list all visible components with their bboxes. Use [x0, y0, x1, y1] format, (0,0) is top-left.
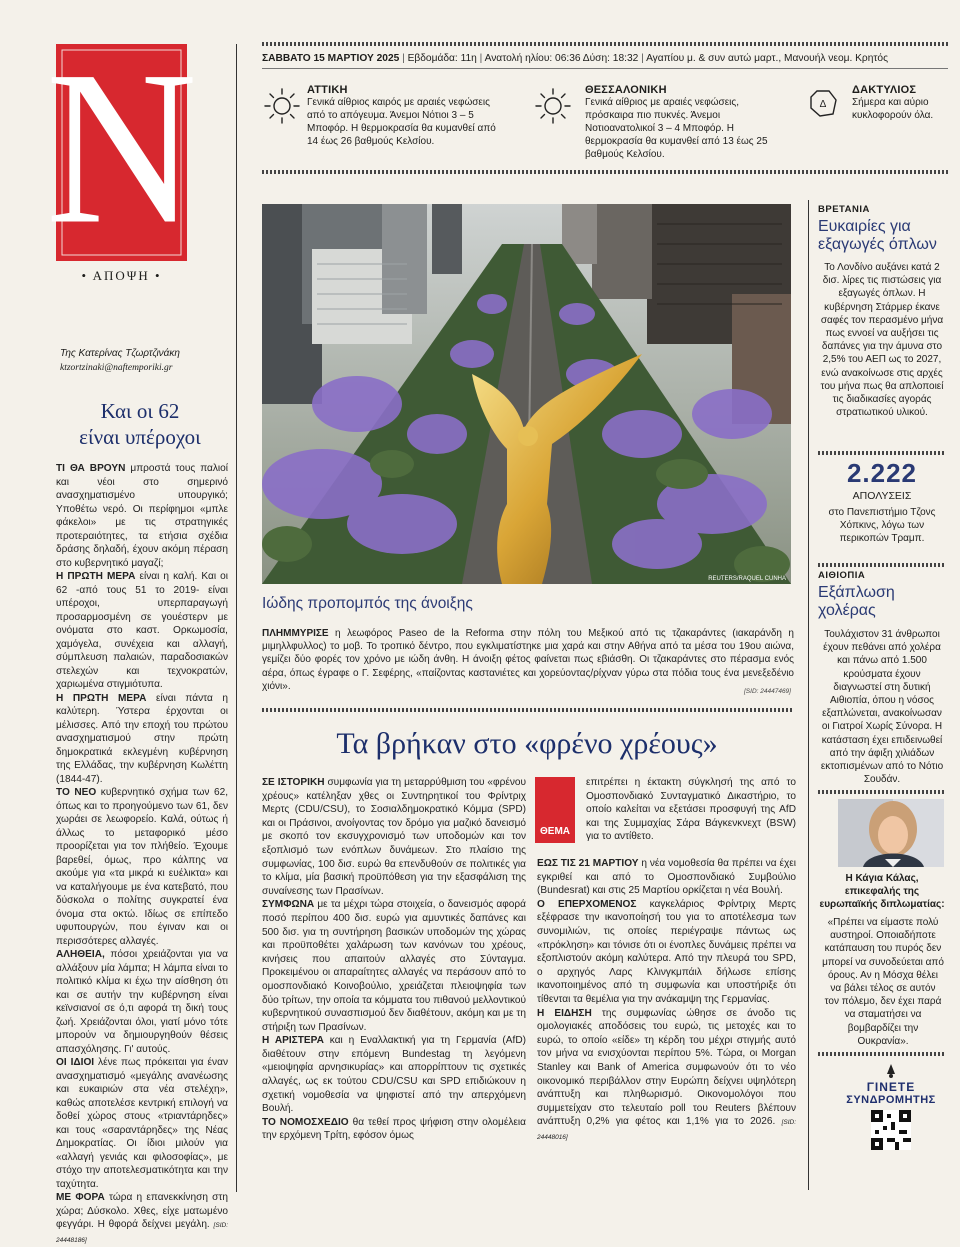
photo-sid: [SID: 24447469] [744, 688, 791, 695]
main-col1 [262, 776, 526, 1143]
para-lead: Η ΠΡΩΤΗ ΜΕΡΑ [56, 692, 147, 704]
para-text: μπροστά τους παλιοί και νέοι στο σημερινό ανασχηματισμένο υπουργικό; Υποθέτω νερό. Οι περίφημοι «μπλε φάκελοι» με τις στρατηγικές προτεραιότητες, τα ετήσια σχέδια δράσης δηλαδή, έχουν ακόμη πέραση στο κυβερνητικό μαγαζί; [56, 463, 229, 569]
subscribe-line2: ΣΥΝΔΡΟΜΗΤΗΣ [846, 1094, 936, 1106]
column-rule-left [236, 44, 237, 1192]
britain-kicker: ΒΡΕΤΑΝΙΑ [818, 204, 870, 215]
main-paragraph [586, 776, 796, 844]
para-text: επιτρέπει η έκτακτη σύγκλησή της από το Ομοσπονδιακό Συνταγματικό Δικαστήριο, το οποίο καλείται να εξετάσει προσφυγή της AfD και της Συμμαχίας Σάρα Βάγκενκνεχτ (BSW) για το αντίθετο. [586, 777, 796, 843]
ethiopia-text: Τουλάχιστον 31 άνθρωποι έχουν πεθάνει από χολέρα και πάνω από 1.500 κρούσματα έχουν διαγνωστεί στη δυτική Αιθιοπία, όπου η νόσος εξαπλώνεται, ανακοίνωσαν οι Γιατροί Χωρίς Σύνορα. Η κατάσταση έχει επιδεινωθεί από την άφιξη χιλιάδων εκτοπισμένων από το Νότιο Σουδάν. [820, 629, 944, 786]
weather-ring-road [852, 84, 952, 122]
opinion-paragraph [56, 786, 228, 948]
para-lead: Η ΕΙΔΗΣΗ [537, 1007, 592, 1019]
para-lead: ΤΟ ΝΕΟ [56, 787, 97, 798]
name-days: Αγαπίου μ. & συν αυτώ μαρτ., Μανουήλ νεομ. Κρητός [646, 53, 888, 64]
opinion-title-line2: είναι υπέροχοι [79, 425, 201, 449]
main-paragraph [262, 776, 526, 898]
main-col2 [586, 776, 796, 844]
stat-number: 2.222 [846, 458, 918, 488]
para-text: και η Εναλλακτική για τη Γερμανία (AfD) διαθέτουν στην επόμενη Bundestag τη λεγόμενη «μειοψηφία αρνησικυρίας» και απορρίπτουν τις σχετικές αλλαγές, ως εκ τούτου CDU/CSU και SPD επιδιώκουν η σχετική νομοθεσία να ψηφιστεί από την απερχόμενη Βουλή. [262, 1035, 526, 1115]
top-dotted-rule [262, 42, 948, 46]
weather-title: ΔΑΚΤΥΛΙΟΣ [852, 84, 917, 96]
opinion-paragraph [56, 570, 228, 692]
para-text: πόσοι χρειάζονται για να αλλάξουν μία λάμπα; Η λάμπα είναι το πολιτικό κλίμα κι έχω την αίσθηση ότι και σε αυτήν την κυβέρνηση είναι κεϊνσιανοί σε ό,τι αφορά τη δική τους ζωή. Χρειάζονται όλοι, γιατί μόνο τότε μπορούν να δημιουργηθούν θέσεις απασχόλησης. Γι' αυτούς. [56, 949, 228, 1055]
main-headline: Τα βρήκαν στο «φρένο χρέους» [336, 727, 718, 760]
opinion-body [56, 462, 228, 1247]
para-text: είναι πάντα η καλύτερη. Ύστερα έρχονται οι μέλισσες. Από την εποχή του πρώτου ανασχηματισμού στην πρώτη δημοκρατικά εκλεγμένη κυβέρνηση της Ελλάδας, την κυβέρνηση Κωλέττη (1844-47). [56, 692, 228, 785]
weather-thessaloniki [585, 84, 790, 161]
opinion-title [55, 398, 225, 450]
para-lead: ΤΟ ΝΟΜΟΣΧΕΔΙΟ [262, 1116, 349, 1128]
para-lead: ΣΕ ΙΣΤΟΡΙΚΗ [262, 777, 325, 788]
subscribe-box[interactable] [838, 1060, 944, 1162]
opinion-paragraph [56, 692, 228, 787]
sidebar-dotted-rule [818, 790, 946, 794]
para-text: η νέα νομοθεσία θα πρέπει να έχει εγκριθεί και από το Ομοσπονδιακό Συμβούλιο (Bundesrat) και στις 25 Μαρτίου ορκίζεται η νέα Βουλή. [537, 858, 796, 897]
para-text: λένε πως πρόκειται για έναν ανασχηματισμό «μεγάλης ανανέωσης και ευκαιριών στα νέα στελέχη», καθώς αποτελέσε κεντρική επιλογή να δοθεί χώρος στους «τριαντάρηδες» και τους «σαραντάρηδες» της Νέας Δημοκρατίας. Οι ίδιοι μιλούν για «αλλαγή γενιάς και φιλοσοφίας», με στόχο την αποτελεσματικότητα και την ταχύτητα. [56, 1057, 228, 1190]
caption-lead: ΠΛΗΜΜΥΡΙΣΕ [262, 628, 329, 639]
main-col2-lower [537, 857, 796, 1144]
week-number: Εβδομάδα: 11η [407, 53, 477, 64]
photo-title: Ιώδης προπομπός της άνοιξης [262, 595, 473, 612]
sun-icon [262, 86, 302, 126]
opinion-title-line1: Και οι 62 [100, 399, 180, 423]
kallas-portrait [838, 799, 944, 867]
para-lead: Η ΑΡΙΣΤΕΡΑ [262, 1035, 324, 1047]
sunrise-sunset: Ανατολή ηλίου: 06:36 Δύση: 18:32 [484, 53, 639, 64]
sidebar-britain [818, 204, 946, 419]
main-paragraph [262, 1116, 526, 1143]
caption-text: η λεωφόρος Paseo de la Reforma στην πόλη του Μεξικού από τις τζακαράντες (ιακαράνδη η μιμηλλφυλλος) το μοβ. Το τροπικό δέντρο, που εγκλιματίστηκε μια χαρά και στην Αθήνα από τα μέσα του 19ου αιώνα, γεμίζει δύο φορές τον χρόνο με ιώδη άνθη. Η άνοιξη φέτος φαίνεται πως εβιάσθη. Οι τζακαράντες στο πέρασμα ενός αέρα, όπως έγραφε ο Γ. Σεφέρης, «παίζοντας καστανιέτες και χορεύοντας/ρίχναν γύρω στα πόδια τους ένα μενεξεδένιο χιόνι». [262, 628, 794, 692]
para-lead: ΜΕ ΦΟΡΑ [56, 1192, 105, 1203]
para-text: συμφωνία για τη μεταρρύθμιση του «φρένου χρέους» κατέληξαν χθες οι Συντηρητικοί του Φρίντριχ Μερτς (CDU/CSU), το Σοσιαλδημοκρατικό Κόμμα (SPD) και οι Πράσινοι, ανοίγοντας τον δρόμο για μαζικό δανεισμό με σκοπό τον εκσυγχρονισμό των υποδομών και τον εξοπλισμό των ενόπλων δυνάμεων. Στο πλαίσιο της συμφωνίας, 100 δισ. ευρώ θα επενδυθούν σε πολιτικές για το κλίμα, μία βασική προϋπόθεση για την εξασφάλιση της συναίνεσης των Πρασίνων. [262, 777, 526, 897]
sidebar-dotted-rule [818, 563, 946, 567]
weather-attica [307, 84, 507, 148]
logo-n-mark [45, 24, 198, 270]
main-paragraph [537, 898, 796, 1007]
theme-badge-label: ΘΕΜΑ [540, 826, 570, 837]
sidebar-dotted-rule [818, 1052, 946, 1056]
weather-dotted-rule [262, 170, 948, 174]
top-bar-underline [262, 68, 948, 69]
main-sid: [SID: 24448016] [537, 1119, 797, 1141]
qr-code-icon[interactable] [871, 1110, 911, 1150]
para-lead: ΕΩΣ ΤΙΣ 21 ΜΑΡΤΙΟΥ [537, 858, 639, 869]
weather-text: Γενικά αίθριος καιρός με αραιές νεφώσεις από το απόγευμα. Άνεμοι Νότιοι 3 – 5 Μποφόρ. Η θερμοκρασία θα κυμανθεί από 14 έως 26 βαθμούς Κελσίου. [307, 97, 496, 147]
issue-date: ΣΑΒΒΑΤΟ 15 ΜΑΡΤΙΟΥ 2025 [262, 53, 400, 64]
top-info-bar: ΣΑΒΒΑΤΟ 15 ΜΑΡΤΙΟΥ 2025 | Εβδομάδα: 11η | Ανατολή ηλίου: 06:36 Δύση: 18:32 | Αγαπίου μ. & συν αυτώ μαρτ., Μανουήλ νεομ. Κρητός [262, 53, 888, 64]
sun-icon [533, 86, 573, 126]
weather-text: Γενικά αίθριος με αραιές νεφώσεις, πρόσκαιρα πιο πυκνές. Άνεμοι Νοτιοανατολικοί 3 – 4 Μποφόρ. Η θερμοκρασία θα κυμανθεί από 13 έως 25 βαθμούς Κελσίου. [585, 97, 768, 160]
para-text: κυβερνητικό σχήμα των 62, όπως και το προηγούμενο των 61, δεν χωράει σε λεωφορείο. Καλά, ούτως ή άλλως το μεταφορικό μέσο προορίζεται για τον πλήθείο. Έχουμε βαρεθεί, όμως, προ κάλπης να ακούμε για «τα μικρά κι ευέλικτα» και να καταλήγουμε με ένα κατεβατό, που δύσκολα ο πολίτης συγκρατεί ένα όνομα στα οκτώ. Ιδίως σε επίπεδο υφυπουργών, που έγιναν και οι περισσότερες αλλαγές. [56, 787, 229, 947]
para-text: θα τεθεί προς ψήφιση στην ολομέλεια την ερχόμενη Τρίτη, εφόσον όμως [262, 1116, 526, 1142]
svg-text:Δ: Δ [819, 99, 827, 110]
para-lead: ΤΙ ΘΑ ΒΡΟΥΝ [56, 463, 126, 474]
ethiopia-title: Εξάπλωση χολέρας [818, 584, 895, 619]
bell-hand-icon [881, 1060, 901, 1080]
para-text: με τα μέχρι τώρα στοιχεία, ο δανεισμός αφορά ποσό περίπου 400 δισ. ευρώ για αμυντικές δαπάνες και 500 δισ. για τη συντήρηση βασικών υποδομών της χώρας και προϋποθέτει χαλάρωση των κανόνων του χρέους, κινήσεις που απαιτούν αλλαγές στο Σύνταγμα. Προκειμένου οι απαραίτητες αλλαγές να περάσουν από το ομοσπονδιακό Κοινοβούλιο, χρειάζεται πλειοψηφία των δύο τρίτων, την οποία τα κόμματα του πιθανού μελλοντικού κυβερνητικού συνασπισμού δεν διαθέτουν, ακόμη και με τη στήριξη των Πρασίνων. [262, 899, 526, 1033]
main-paragraph [262, 1034, 526, 1116]
sidebar-rule [808, 200, 809, 1190]
author-byline: Της Κατερίνας Τζωρτζινάκη [60, 348, 180, 359]
para-text: τώρα η επανεκκίνηση στη χώρα; Δύσκολο. Χθες, είχε ματωμένο φεγγάρι. Η θφορά δείχνει μεγάλη. [56, 1192, 228, 1230]
sidebar-stat [818, 458, 946, 546]
sidebar-ethiopia [818, 570, 946, 786]
ethiopia-kicker: ΑΙΘΙΟΠΙΑ [818, 570, 866, 581]
sidebar-dotted-rule [818, 451, 946, 455]
stat-label: ΑΠΟΛΥΣΕΙΣ [852, 490, 912, 502]
para-text: της συμφωνίας ώθησε σε άνοδο τις ομολογιακές αποδόσεις του ευρώ, τις μετοχές και το ευρώ, το οποίο «είδε» τη κέρδη του μέχρι στιγμής αυτό τον μήνα να ενισχύονται περίπου 5%. Τώρα, οι Morgan Stanley και Bank of America συμφωνούν ότι το νέο οικονομικό περιβάλλον στην Ευρώπη δείχνει υψηλότερη ανάπτυξη και πληθωρισμό. Οικονομολόγοι που συμμετείχαν στο τελευταίο poll του Reuters βλέπουν ανάπτυξη 0,2% για φέτος και 1,1% για το 2026. [537, 1007, 796, 1128]
author-email: ktzortzinaki@naftemporiki.gr [60, 363, 173, 373]
quote-attribution: Η Κάγια Κάλας, επικεφαλής της ευρωπαϊκής διπλωματίας: [819, 873, 945, 910]
opinion-paragraph [56, 1056, 228, 1191]
britain-text: Το Λονδίνο αυξάνει κατά 2 δισ. λίρες τις πιστώσεις για εξαγωγές όπλων. Η κυβέρνηση Στάρμερ έκανε σαφές τον περασμένο μήνα πως εννοεί να αυξήσει τις δαπάνες για την άμυνα στο 2,5% του ΑΕΠ ως το 2027, ενώ ανακοίνωσε στις αρχές του μήνα πως θα απλοποιεί τις διαδικασίες αγοράς στρατιωτικού υλικού. [820, 262, 944, 419]
logo-letter: N [45, 24, 198, 270]
jacaranda-photo [262, 204, 791, 584]
para-lead: ΑΛΗΘΕΙΑ, [56, 949, 105, 960]
weather-title: ΑΤΤΙΚΗ [307, 84, 348, 96]
logo-box [45, 24, 198, 270]
section-label: • ΑΠΟΨΗ • [81, 268, 162, 283]
weather-title: ΘΕΣΣΑΛΟΝΙΚΗ [585, 84, 667, 96]
photo-caption [262, 627, 794, 693]
para-lead: Η ΠΡΩΤΗ ΜΕΡΑ [56, 571, 136, 582]
photo-credit: REUTERS/RAQUEL CUNHA [708, 576, 786, 582]
subscribe-line1: ΓΙΝΕΤΕ [866, 1080, 916, 1094]
para-text: είναι η καλή. Και οι 62 -από τους 51 το 2019- είναι υπέροχοι, υπερπαραγωγή προσαρμοσμένη σε γουέστερν με ονόματα στο καστ. Ορκωμοσία, χαμόγελα, συνέχεια και αλλαγή, σύμπλευση παλαιών, παραδοσιακών στελεχών και τεχνοκρατών, χαριωμένα στιγμιότυπα. [56, 571, 228, 690]
weather-text: Σήμερα και αύριο κυκλοφορούν όλα. [852, 97, 934, 121]
stat-text: στο Πανεπιστήμιο Τζονς Χόπκινς, λόγω των περικοπών Τραμπ. [828, 507, 936, 545]
para-lead: ΟΙ ΙΔΙΟΙ [56, 1057, 95, 1068]
opinion-sid: [SID: 24448186] [56, 1222, 228, 1244]
opinion-paragraph [56, 462, 228, 570]
opinion-paragraph [56, 948, 228, 1056]
britain-title: Ευκαιρίες για εξαγωγές όπλων [818, 218, 937, 253]
para-lead: Ο ΕΠΕΡΧΟΜΕΝΟΣ [537, 898, 637, 910]
para-lead: ΣΥΜΦΩΝΑ [262, 899, 315, 911]
photo-dotted-rule [262, 708, 792, 712]
main-paragraph [262, 898, 526, 1034]
main-paragraph [537, 1007, 796, 1145]
opinion-paragraph [56, 1191, 228, 1247]
main-paragraph [537, 857, 796, 898]
sidebar-quote: «Πρέπει να είμαστε πολύ αυστηροί. Οποιαδήποτε κατάπαυση του πυρός δεν μπορεί να συνοδεύεται από όρους. Αν η Μόσχα θέλει να βάλει τέλος σε αυτόν τον πόλεμο, δεν έχει παρά να σταματήσει να βομβαρδίζει την Ουκρανία». [822, 917, 944, 1047]
theme-badge [535, 777, 575, 843]
ring-road-icon [808, 88, 838, 118]
para-text: καγκελάριος Φρίντριχ Μερτς εξέφρασε την ικανοποίησή του για το αποτέλεσμα των συνομιλιών, τις οποίες περιέγραψε πάντως ως «πρόκληση» και τόνισε ότι οι ένοπλες δυνάμεις πρέπει να εξοπλιστούν ακόμη καλύτερα. Από την πλευρά του SPD, ο αρχηγός Λαρς Κλινγκμπάιλ δήλωσε επίσης ικανοποιημένος από τη συμφωνία και υποστήριξε ότι τίθενται τα θεμέλια για την ανάκαμψη της Γερμανίας. [537, 898, 796, 1005]
